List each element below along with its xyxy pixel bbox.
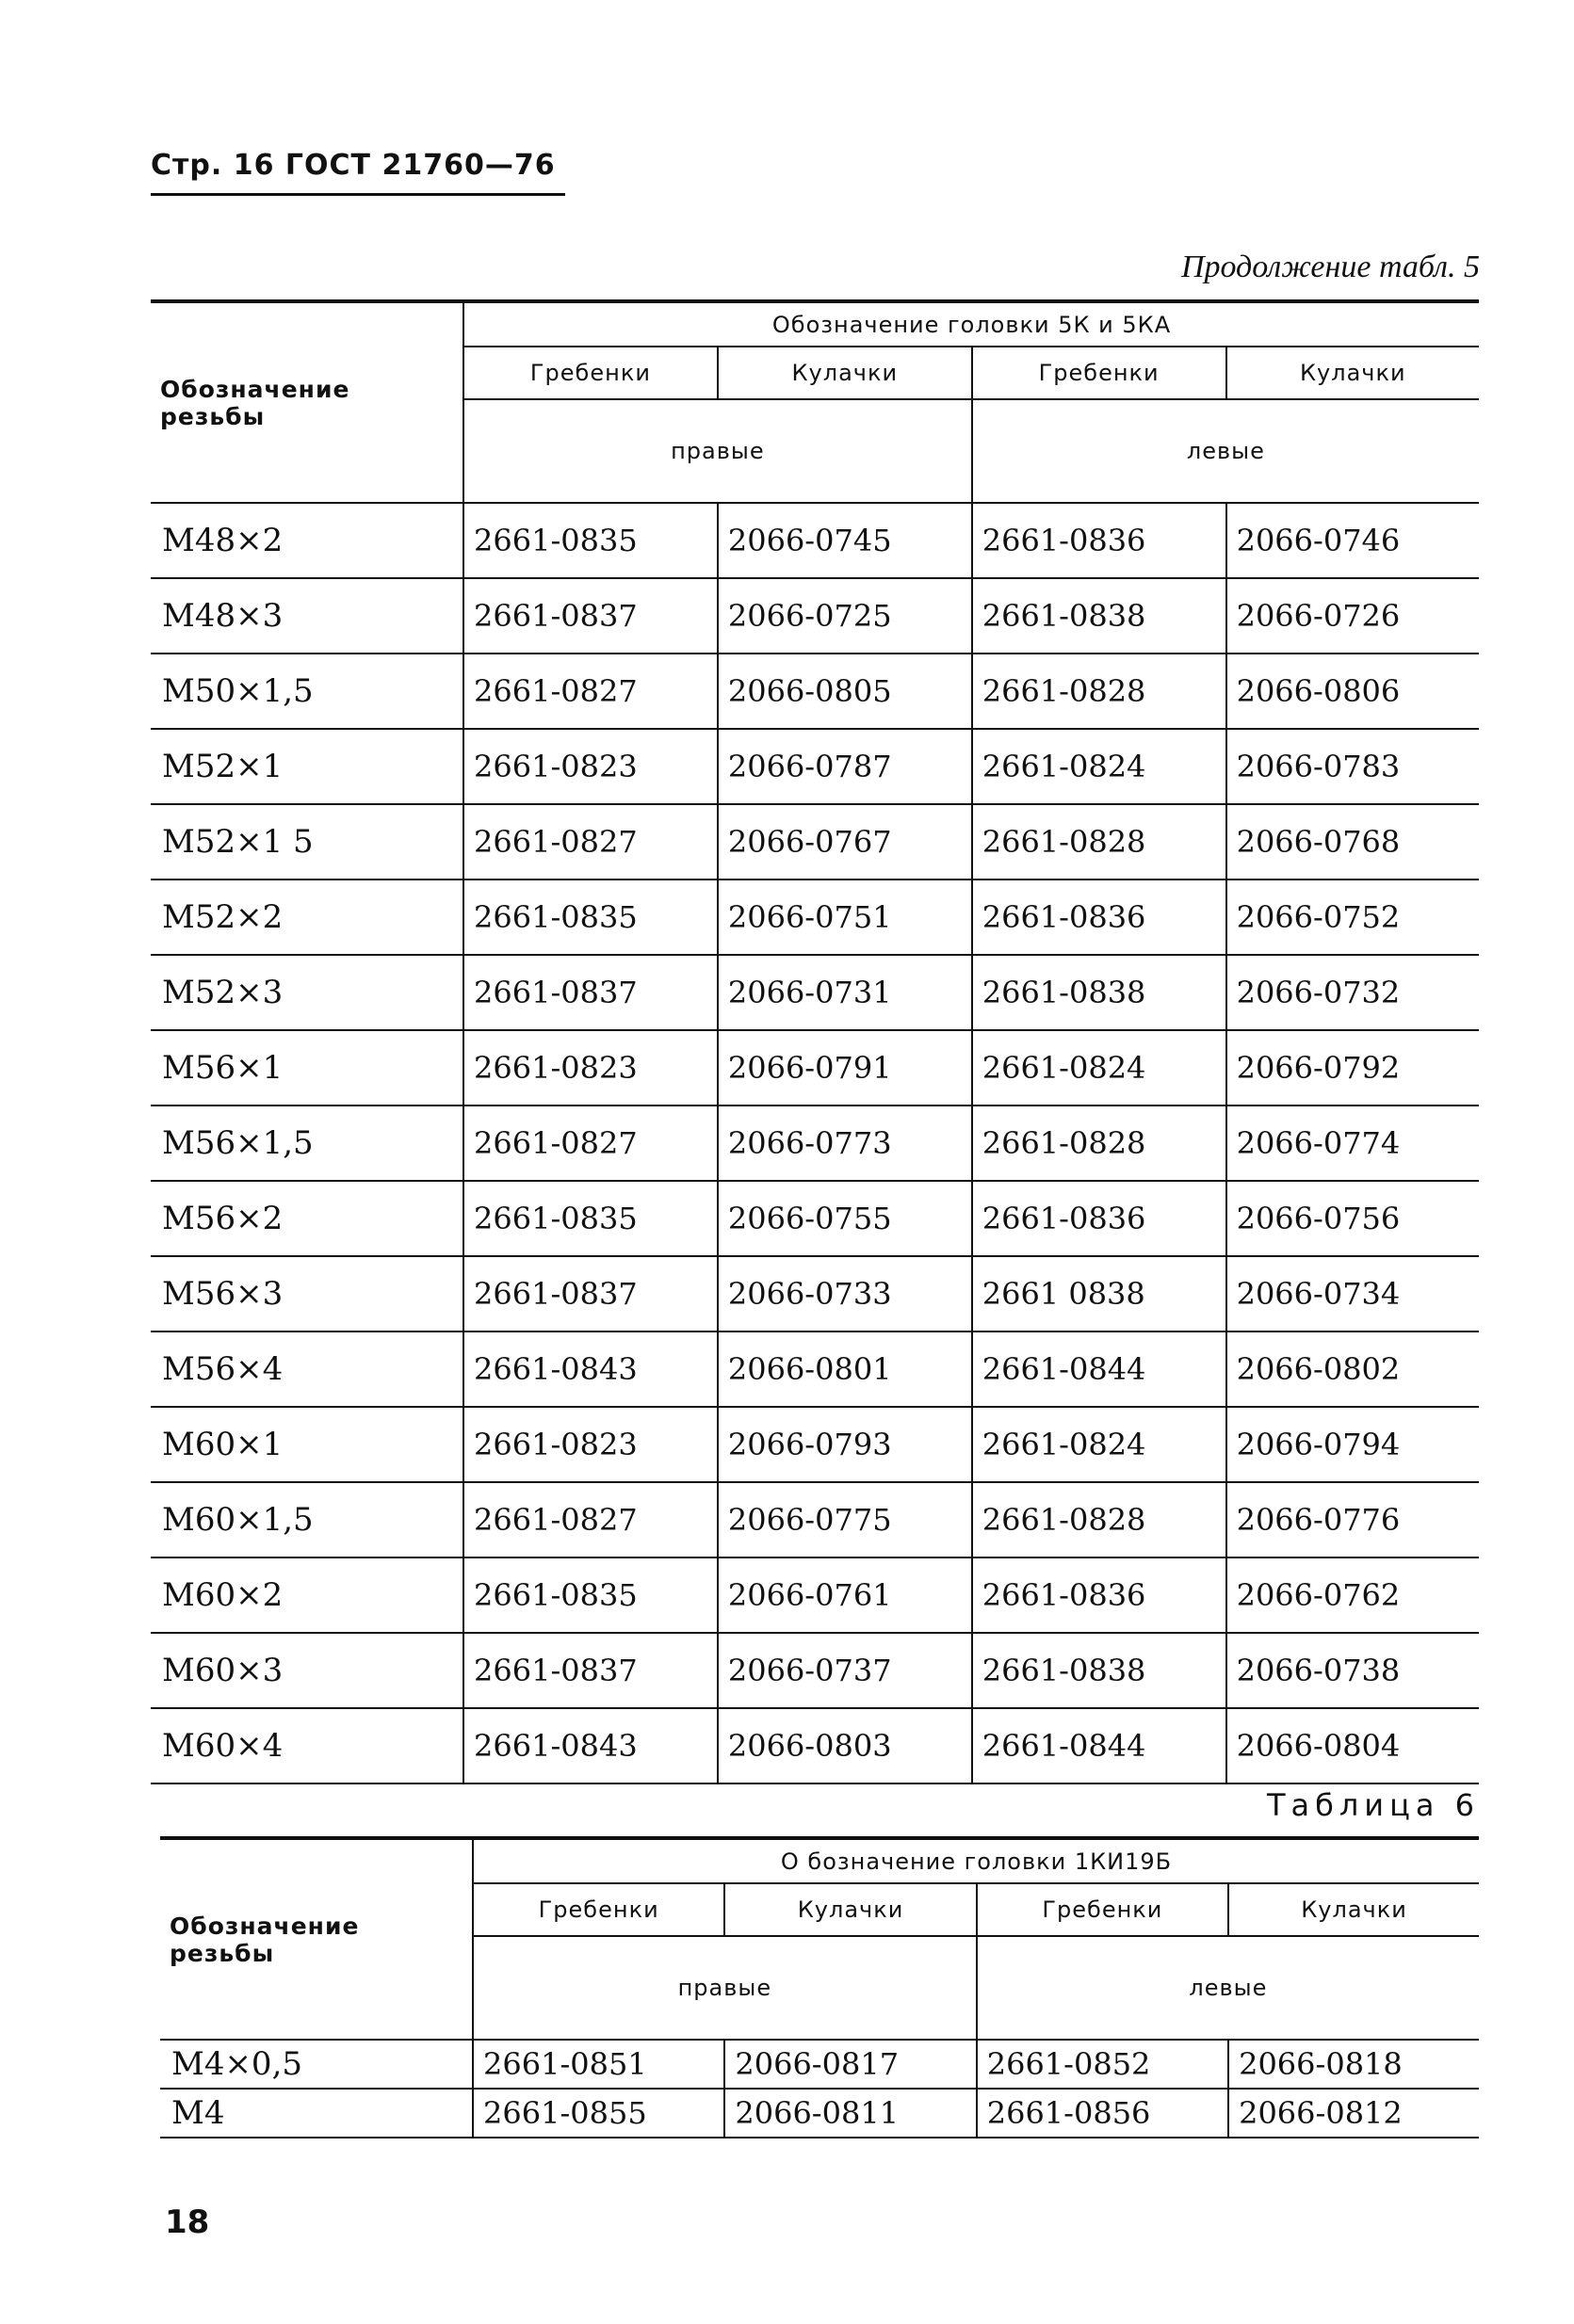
table6-caption: Таблица 6 — [1266, 1787, 1480, 1823]
code-cell: 2066-0787 — [718, 729, 972, 804]
code-cell: 2066-0794 — [1226, 1407, 1479, 1482]
table-row — [160, 2040, 1479, 2089]
code-cell: 2661-0823 — [463, 729, 718, 804]
page-header: Стр. 16 ГОСТ 21760—76 — [151, 149, 556, 182]
code-cell: 2066-0738 — [1226, 1633, 1479, 1708]
code-cell: 2066-0737 — [718, 1633, 972, 1708]
code-cell: 2661-0828 — [972, 1482, 1226, 1557]
table-row — [151, 1482, 1479, 1557]
table-row — [151, 955, 1479, 1030]
code-cell: 2066-0762 — [1226, 1557, 1479, 1633]
code-cell: 2661-0836 — [972, 1557, 1226, 1633]
code-cell: 2661-0837 — [463, 955, 718, 1030]
code-cell: 2661 0838 — [972, 1256, 1226, 1331]
code-cell: 2066-0776 — [1226, 1482, 1479, 1557]
code-cell: 2066-0768 — [1226, 804, 1479, 880]
code-cell: 2661-0827 — [463, 1106, 718, 1181]
code-cell: 2066-0793 — [718, 1407, 972, 1482]
code-cell: 2066-0726 — [1226, 578, 1479, 654]
code-cell: 2066-0767 — [718, 804, 972, 880]
code-cell: 2661-0855 — [473, 2089, 724, 2138]
code-cell: 2661-0836 — [972, 1181, 1226, 1256]
code-cell: 2066-0755 — [718, 1181, 972, 1256]
code-cell: 2066-0804 — [1226, 1708, 1479, 1783]
table-row — [151, 1106, 1479, 1181]
table-row — [160, 2089, 1479, 2138]
code-cell: 2661-0823 — [463, 1407, 718, 1482]
right-hand-label: правые — [463, 399, 972, 503]
table-row — [151, 654, 1479, 729]
table-row — [151, 804, 1479, 880]
code-cell: 2661-0828 — [972, 804, 1226, 880]
thread-cell: M56×4 — [151, 1331, 463, 1407]
code-cell: 2661-0836 — [972, 880, 1226, 955]
sub-header-comb-right: Гребенки — [463, 347, 718, 399]
thread-cell: M52×1 — [151, 729, 463, 804]
code-cell: 2066-0801 — [718, 1331, 972, 1407]
thread-cell: M56×1 — [151, 1030, 463, 1106]
table-5 — [151, 299, 1479, 1784]
table-row — [151, 729, 1479, 804]
code-cell: 2066-0756 — [1226, 1181, 1479, 1256]
table-row — [151, 1708, 1479, 1783]
code-cell: 2661-0824 — [972, 729, 1226, 804]
code-cell: 2066-0751 — [718, 880, 972, 955]
code-cell: 2661-0827 — [463, 654, 718, 729]
code-cell: 2066-0803 — [718, 1708, 972, 1783]
sub-header-cam-right: Кулачки — [718, 347, 972, 399]
code-cell: 2066-0818 — [1228, 2040, 1479, 2089]
code-cell: 2661-0844 — [972, 1708, 1226, 1783]
code-cell: 2066-0774 — [1226, 1106, 1479, 1181]
code-cell: 2066-0733 — [718, 1256, 972, 1331]
code-cell: 2661-0851 — [473, 2040, 724, 2089]
code-cell: 2066-0773 — [718, 1106, 972, 1181]
table-row — [151, 1256, 1479, 1331]
left-hand-label: левые — [977, 1936, 1479, 2040]
code-cell: 2661-0827 — [463, 804, 718, 880]
code-cell: 2066-0812 — [1228, 2089, 1479, 2138]
thread-cell: M60×1 — [151, 1407, 463, 1482]
thread-cell: M60×1,5 — [151, 1482, 463, 1557]
code-cell: 2066-0732 — [1226, 955, 1479, 1030]
code-cell: 2066-0761 — [718, 1557, 972, 1633]
code-cell: 2066-0791 — [718, 1030, 972, 1106]
table-row — [151, 1633, 1479, 1708]
thread-header: Обозначение резьбы — [151, 301, 463, 503]
table-row — [151, 1030, 1479, 1106]
table-row — [151, 1181, 1479, 1256]
code-cell: 2066-0752 — [1226, 880, 1479, 955]
thread-cell: M48×3 — [151, 578, 463, 654]
right-hand-label: правые — [473, 1936, 977, 2040]
left-hand-label: левые — [972, 399, 1479, 503]
sub-header-cam-left: Кулачки — [1228, 1883, 1479, 1936]
code-cell: 2661-0824 — [972, 1407, 1226, 1482]
code-cell: 2066-0731 — [718, 955, 972, 1030]
code-cell: 2661-0844 — [972, 1331, 1226, 1407]
thread-cell: M56×3 — [151, 1256, 463, 1331]
thread-cell: M56×1,5 — [151, 1106, 463, 1181]
code-cell: 2661-0835 — [463, 1181, 718, 1256]
code-cell: 2066-0734 — [1226, 1256, 1479, 1331]
code-cell: 2661-0828 — [972, 654, 1226, 729]
table-6 — [160, 1836, 1479, 2138]
table-row — [151, 1557, 1479, 1633]
thread-cell: M52×2 — [151, 880, 463, 955]
code-cell: 2066-0811 — [724, 2089, 976, 2138]
sub-header-cam-right: Кулачки — [724, 1883, 976, 1936]
table-row — [151, 503, 1479, 578]
thread-cell: M60×3 — [151, 1633, 463, 1708]
thread-header: Обозначение резьбы — [160, 1838, 473, 2040]
table-row — [151, 1407, 1479, 1482]
code-cell: 2661-0838 — [972, 955, 1226, 1030]
code-cell: 2066-0775 — [718, 1482, 972, 1557]
code-cell: 2661-0836 — [972, 503, 1226, 578]
thread-cell: M56×2 — [151, 1181, 463, 1256]
thread-cell: M60×4 — [151, 1708, 463, 1783]
table5-caption: Продолжение табл. 5 — [1180, 250, 1480, 284]
thread-cell: M52×1 5 — [151, 804, 463, 880]
thread-cell: M50×1,5 — [151, 654, 463, 729]
thread-cell: M48×2 — [151, 503, 463, 578]
code-cell: 2066-0725 — [718, 578, 972, 654]
sub-header-comb-left: Гребенки — [972, 347, 1226, 399]
code-cell: 2661-0824 — [972, 1030, 1226, 1106]
code-cell: 2066-0792 — [1226, 1030, 1479, 1106]
code-cell: 2661-0852 — [977, 2040, 1228, 2089]
thread-cell: M52×3 — [151, 955, 463, 1030]
code-cell: 2661-0835 — [463, 880, 718, 955]
code-cell: 2661-0837 — [463, 1256, 718, 1331]
code-cell: 2661-0838 — [972, 578, 1226, 654]
code-cell: 2661-0843 — [463, 1331, 718, 1407]
sub-header-cam-left: Кулачки — [1226, 347, 1479, 399]
code-cell: 2066-0817 — [724, 2040, 976, 2089]
code-cell: 2661-0837 — [463, 1633, 718, 1708]
code-cell: 2066-0746 — [1226, 503, 1479, 578]
code-cell: 2661-0843 — [463, 1708, 718, 1783]
table-row — [151, 1331, 1479, 1407]
group-title: Обозначение головки 5К и 5КА — [463, 301, 1479, 347]
code-cell: 2661-0856 — [977, 2089, 1228, 2138]
table-row — [151, 880, 1479, 955]
code-cell: 2661-0823 — [463, 1030, 718, 1106]
code-cell: 2066-0745 — [718, 503, 972, 578]
thread-cell: M4×0,5 — [160, 2040, 473, 2089]
code-cell: 2661-0838 — [972, 1633, 1226, 1708]
thread-cell: M4 — [160, 2089, 473, 2138]
code-cell: 2066-0806 — [1226, 654, 1479, 729]
code-cell: 2661-0828 — [972, 1106, 1226, 1181]
header-rule — [151, 193, 565, 196]
group-title: О бозначение головки 1КИ19Б — [473, 1838, 1479, 1883]
code-cell: 2066-0783 — [1226, 729, 1479, 804]
sub-header-comb-left: Гребенки — [977, 1883, 1228, 1936]
code-cell: 2661-0827 — [463, 1482, 718, 1557]
code-cell: 2066-0802 — [1226, 1331, 1479, 1407]
code-cell: 2661-0835 — [463, 503, 718, 578]
code-cell: 2661-0835 — [463, 1557, 718, 1633]
table-row — [151, 578, 1479, 654]
page-number: 18 — [165, 2203, 210, 2241]
sub-header-comb-right: Гребенки — [473, 1883, 724, 1936]
thread-cell: M60×2 — [151, 1557, 463, 1633]
code-cell: 2066-0805 — [718, 654, 972, 729]
code-cell: 2661-0837 — [463, 578, 718, 654]
